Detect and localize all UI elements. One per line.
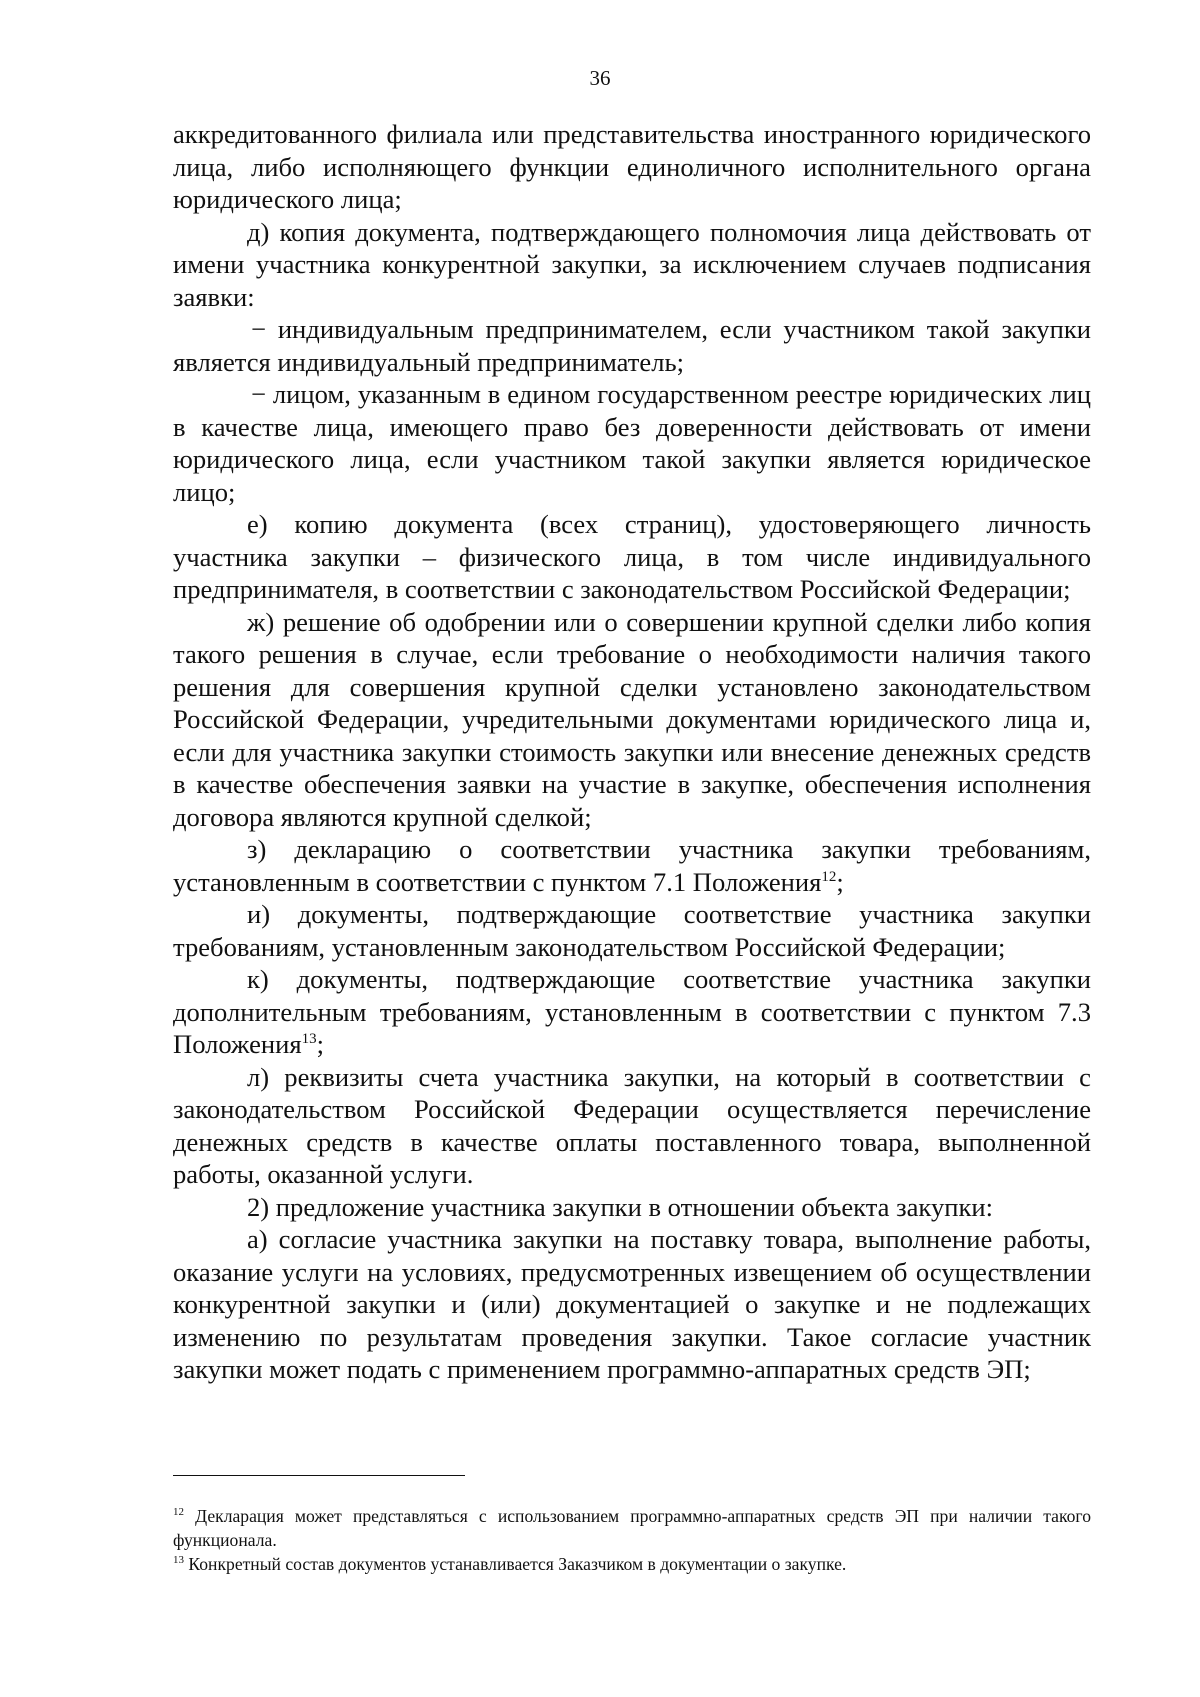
paragraph-item-e: е) копию документа (всех страниц), удостоверяющего личность участника закупки – физического лица, в том числе индивидуального предпринимателя, в соответствии с законодательством Российской Федерации; [173,509,1091,604]
paragraph-item-z [173,833,1091,898]
paragraph-item-a: а) согласие участника закупки на поставку товара, выполнение работы, оказание услуги на условиях, предусмотренных извещением об осуществлении конкурентной закупки и (или) документацией о закупке и не подлежащих изменению по результатам проведения закупки. Такое согласие участник закупки может подать с применением программно-аппаратных средств ЭП; [173,1224,1091,1384]
paragraph-item-z-text: з) декларацию о соответствии участника закупки требованиям, установленным в соответствии с пунктом 7.1 Положения [173,834,1091,897]
footnote-13-mark: 13 [173,1554,184,1567]
footnote-13 [173,1552,1091,1576]
footnote-13-text: Конкретный состав документов устанавливается Заказчиком в документации о закупке. [184,1554,847,1574]
page-number: 36 [589,66,611,90]
paragraph-dash-legal-entity: − лицом, указанным в едином государственном реестре юридических лиц в качестве лица, имеющего право без доверенности действовать от имени юридического лица, если участником такой закупки является юридическое лицо; [173,379,1091,507]
paragraph-item-z-tail: ; [836,866,844,897]
footnote-ref-12[interactable]: 12 [821,868,837,885]
paragraph-continuation: аккредитованного филиала или представительства иностранного юридического лица, либо исполняющего функции единоличного исполнительного органа юридического лица; [173,119,1091,214]
paragraph-item-zh: ж) решение об одобрении или о совершении крупной сделки либо копия такого решения в случае, если требование о необходимости наличия такого решения для совершения крупной сделки установлено законодательством Российской Федерации, учредительными документами юридического лица и, если для участника закупки стоимость закупки или внесение денежных средств в качестве обеспечения заявки на участие в закупке, обеспечения исполнения договора являются крупной сделкой; [173,606,1091,832]
paragraph-item-i: и) документы, подтверждающие соответствие участника закупки требованиям, установленным законодательством Российской Федерации; [173,899,1091,962]
paragraph-item-k [173,963,1091,1061]
footnote-12 [173,1504,1091,1552]
paragraph-item-k-tail: ; [316,1029,324,1059]
footnote-12-text: Декларация может представляться с использованием программно-аппаратных средств ЭП при наличии такого функционала. [173,1506,1091,1550]
paragraph-item-l: л) реквизиты счета участника закупки, на который в соответствии с законодательством Российской Федерации осуществляется перечисление денежных средств в качестве оплаты поставленного товара, выполненной работы, оказанной услуги. [173,1061,1091,1189]
document-body [173,118,1091,1386]
footnotes [173,1504,1091,1576]
footnote-12-mark: 12 [173,1506,184,1519]
paragraph-item-d: д) копия документа, подтверждающего полномочия лица действовать от имени участника конкурентной закупки, за исключением случаев подписания заявки: [173,216,1091,312]
footnote-ref-13[interactable]: 13 [301,1031,317,1048]
footnote-separator [173,1475,465,1476]
paragraph-item-2: 2) предложение участника закупки в отношении объекта закупки: [247,1191,994,1222]
paragraph-item-k-text: к) документы, подтверждающие соответствие участника закупки дополнительным требованиям, установленным в соответствии с пунктом 7.3 Положения [173,964,1091,1059]
paragraph-dash-entrepreneur: − индивидуальным предпринимателем, если участником такой закупки является индивидуальный предприниматель; [173,314,1091,377]
